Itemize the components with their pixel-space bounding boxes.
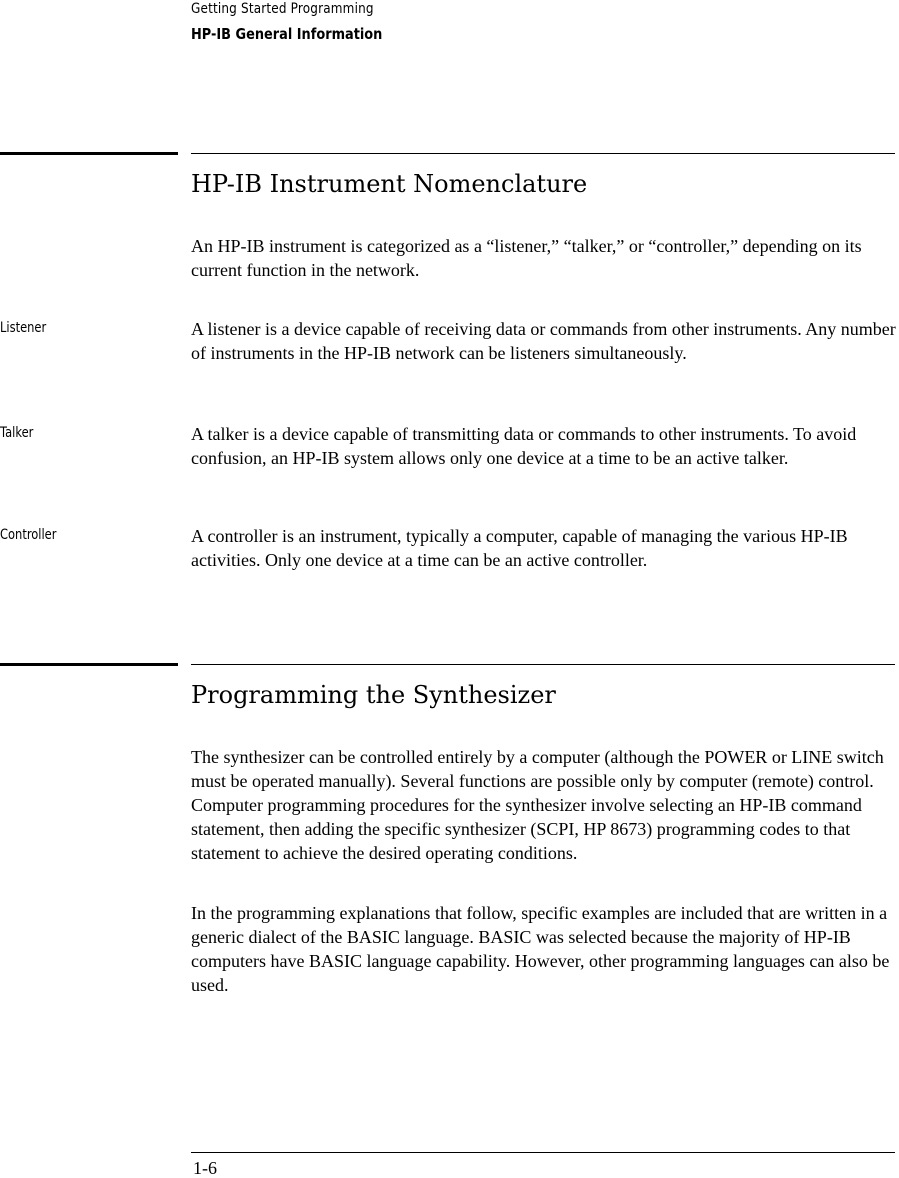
header-section: HP-IB General Information bbox=[191, 25, 383, 43]
programming-paragraph-2: In the programming explanations that follow, specific examples are included that are written in a generic dialect of the BASIC language. BASIC was selected because the majority of HP-IB computers have BASIC language capability. However, other programming languages can also be used. bbox=[191, 903, 890, 995]
section-rule-thin bbox=[191, 153, 895, 154]
page-number: 1-6 bbox=[193, 1158, 217, 1178]
running-header bbox=[191, 0, 414, 43]
section-rule-thin bbox=[191, 664, 895, 665]
term-definition-talker: A talker is a device capable of transmitting data or commands to other instruments. To avoid confusion, an HP-IB system allows only one device at a time to be an active talker. bbox=[191, 424, 857, 468]
section-title-nomenclature: HP-IB Instrument Nomenclature bbox=[191, 170, 588, 198]
header-breadcrumb: Getting Started Programming bbox=[191, 1, 374, 17]
programming-paragraph-1: The synthesizer can be controlled entirely by a computer (although the POWER or LINE switch must be operated manually). Several functions are possible only by computer (remote) control. Computer programming procedures for the synthesizer involve selecting an HP-IB command statement, then adding the specific synthesizer (SCPI, HP 8673) programming codes to that statement to achieve the desired operating conditions. bbox=[191, 747, 884, 863]
term-definition-listener: A listener is a device capable of receiving data or commands from other instruments. Any number of instruments in the HP-IB network can be listeners simultaneously. bbox=[191, 319, 896, 363]
intro-paragraph: An HP-IB instrument is categorized as a “listener,” “talker,” or “controller,” depending on its current function in the network. bbox=[191, 236, 862, 280]
footer-rule bbox=[191, 1152, 895, 1153]
section-rule-thick bbox=[0, 152, 178, 155]
section-title-programming: Programming the Synthesizer bbox=[191, 681, 556, 709]
term-label-listener: Listener bbox=[0, 320, 47, 336]
term-label-talker: Talker bbox=[0, 425, 34, 441]
term-label-controller: Controller bbox=[0, 527, 57, 543]
term-definition-controller: A controller is an instrument, typically a computer, capable of managing the various HP-IB activities. Only one device at a time can be an active controller. bbox=[191, 526, 848, 570]
section-rule-thick bbox=[0, 663, 178, 666]
